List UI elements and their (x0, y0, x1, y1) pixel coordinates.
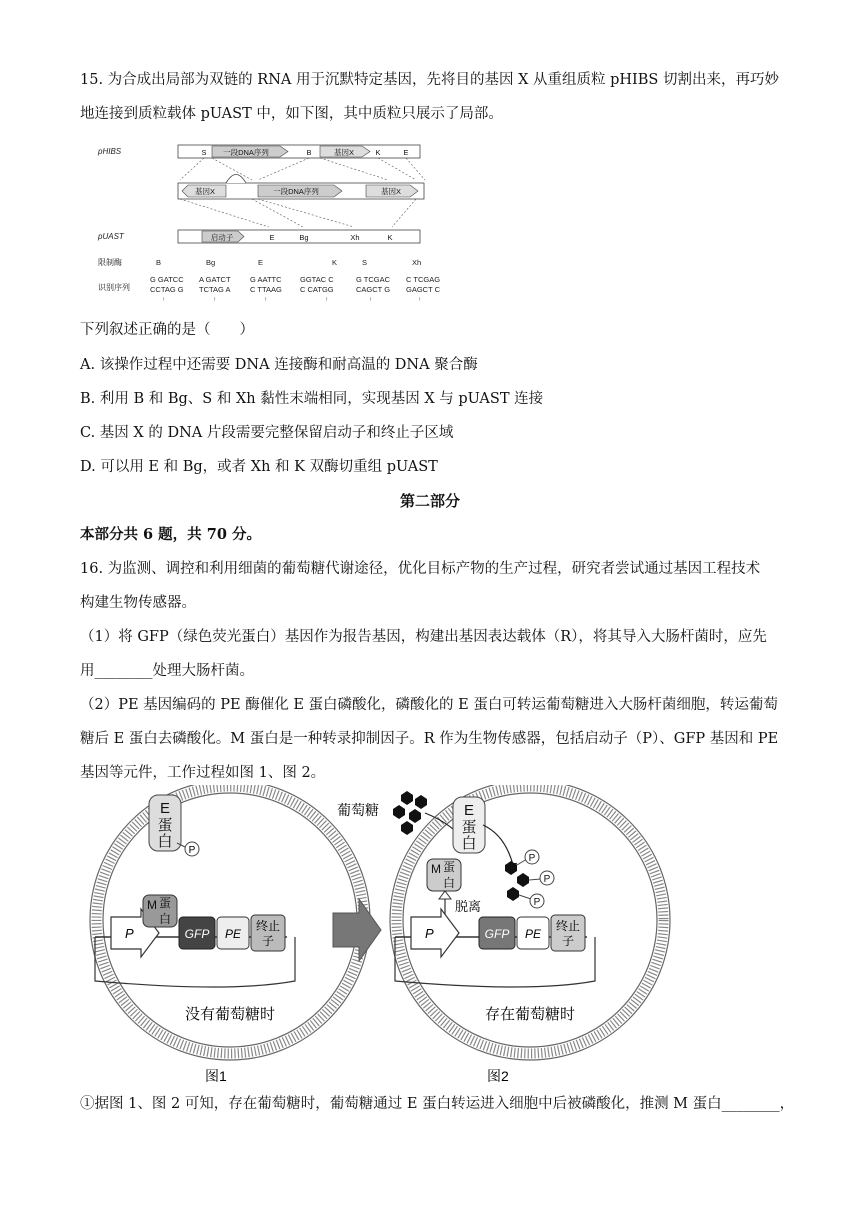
svg-text:K: K (332, 258, 338, 267)
q16-p2-line3: 基因等元件，工作过程如图 1、图 2。 (80, 765, 326, 781)
q16-figure (75, 785, 795, 1085)
svg-text:终止: 终止 (555, 919, 581, 933)
middle-construct (178, 175, 424, 200)
fig2-label: 图2 (487, 1068, 509, 1084)
enzyme-bg (199, 258, 231, 294)
q16-p1-line2: 用________处理大肠杆菌。 (80, 663, 254, 679)
phosphorylated-glucose (505, 861, 529, 901)
q15-option-c[interactable]: C. 基因 X 的 DNA 片段需要完整保留启动子和终止子区域 (80, 425, 454, 441)
phibs-k: K (375, 148, 381, 157)
svg-text:白: 白 (157, 833, 173, 850)
q16-sub1: ①据图 1、图 2 可知，存在葡萄糖时，葡萄糖通过 E 蛋白转运进入细胞中后被磷酸化，推测 M 蛋白________， (80, 1096, 795, 1112)
svg-text:Xh: Xh (412, 258, 422, 267)
q15-option-a[interactable]: A. 该操作过程中还需要 DNA 连接酶和耐高温的 DNA 聚合酶 (80, 357, 478, 373)
phibs-b: B (306, 148, 312, 157)
svg-text:Bg: Bg (206, 258, 216, 267)
svg-text:B: B (156, 258, 162, 267)
svg-text:终止: 终止 (255, 919, 281, 933)
svg-text:↑: ↑ (369, 297, 372, 303)
svg-text:M: M (431, 862, 441, 876)
svg-text:↑: ↑ (162, 297, 165, 303)
part2-subtitle: 本部分共 6 题，共 70 分。 (80, 526, 261, 543)
svg-text:蛋: 蛋 (443, 860, 456, 874)
label-enzyme: 限制酶 (98, 258, 122, 267)
q15-option-d[interactable]: D. 可以用 E 和 Bg，或者 Xh 和 K 双酶切重组 pUAST (80, 459, 438, 475)
puast-bg: Bg (299, 233, 309, 242)
svg-text:蛋: 蛋 (159, 896, 172, 910)
phibs-dna: 一段DNA序列 (223, 148, 269, 157)
svg-text:GAGCT C: GAGCT C (406, 285, 441, 294)
svg-text:A GATCT: A GATCT (199, 275, 231, 284)
label-seq: 识别序列 (98, 283, 130, 292)
q15-line1: 15. 为合成出局部为双链的 RNA 用于沉默特定基因，先将目的基因 X 从重组质粒 pHIBS 切割出来，再巧妙 (80, 72, 779, 88)
svg-text:蛋: 蛋 (157, 817, 173, 834)
svg-text:子: 子 (561, 934, 575, 948)
svg-text:C TTAAG: C TTAAG (250, 285, 282, 294)
fig2-phosphate-1: P (528, 853, 536, 864)
enzyme-s (356, 258, 391, 294)
svg-text:E: E (159, 800, 171, 817)
phibs-s: S (201, 148, 207, 157)
fig2-pe: PE (524, 927, 542, 941)
fig2-gfp: GFP (484, 927, 510, 941)
svg-text:TCTAG A: TCTAG A (199, 285, 231, 294)
label-phibs: pHIBS (98, 147, 122, 156)
figure2-cell (337, 785, 670, 1060)
enzyme-e (250, 258, 282, 294)
svg-text:白: 白 (443, 876, 456, 890)
glucose-cluster (393, 791, 427, 835)
svg-text:C CATGG: C CATGG (300, 285, 334, 294)
puast-k: K (387, 233, 393, 242)
fig1-p: P (125, 926, 134, 941)
fig1-gfp: GFP (184, 927, 210, 941)
svg-text:C TCGAG: C TCGAG (406, 275, 441, 284)
svg-text:↑: ↑ (325, 297, 328, 303)
q16-line2: 构建生物传感器。 (80, 595, 196, 611)
fig1-label: 图1 (205, 1068, 227, 1084)
q16-p1-line1: （1）将 GFP（绿色荧光蛋白）基因作为报告基因，构建出基因表达载体（R），将其导入大肠杆菌时，应先 (80, 629, 767, 645)
q15-figure (80, 138, 480, 308)
fig2-caption: 存在葡萄糖时 (484, 1006, 576, 1023)
enzyme-b (150, 258, 184, 294)
mid-dna: 一段DNA序列 (273, 187, 319, 196)
enzyme-k (300, 258, 337, 294)
mid-genex-1: 基因X (194, 187, 216, 196)
q16-line1: 16. 为监测、调控和利用细菌的葡萄糖代谢途径，优化目标产物的生产过程，研究者尝试通过基因工程技术 (80, 561, 761, 577)
phibs-bar (178, 145, 420, 158)
fig2-phosphate-3: P (533, 897, 541, 908)
fig1-phosphate: P (188, 845, 196, 856)
fig2-phosphate-2: P (543, 874, 551, 885)
figure1-cell (90, 785, 370, 1060)
svg-text:G GATCC: G GATCC (150, 275, 184, 284)
fig2-p: P (425, 926, 434, 941)
svg-text:子: 子 (261, 934, 275, 948)
fig2-glucose-label: 葡萄糖 (337, 802, 379, 818)
svg-text:G TCGAC: G TCGAC (356, 275, 391, 284)
svg-text:白: 白 (159, 912, 172, 926)
q15-line2: 地连接到质粒载体 pUAST 中，如下图，其中质粒只展示了局部。 (80, 106, 503, 122)
svg-text:↑: ↑ (264, 297, 267, 303)
q15-option-b[interactable]: B. 利用 B 和 Bg、S 和 Xh 黏性末端相同，实现基因 X 与 pUAST 连接 (80, 391, 544, 407)
svg-text:S: S (362, 258, 368, 267)
svg-text:E: E (258, 258, 264, 267)
svg-text:E: E (463, 802, 475, 819)
enzyme-xh (406, 258, 441, 294)
svg-text:白: 白 (461, 835, 477, 852)
svg-text:蛋: 蛋 (461, 819, 477, 836)
q16-p2-line2: 糖后 E 蛋白去磷酸化。M 蛋白是一种转录抑制因子。R 作为生物传感器，包括启动子（P）、GFP 基因和 PE (80, 731, 779, 747)
fig2-detach: 脱离 (455, 899, 482, 914)
svg-text:M: M (147, 898, 157, 912)
svg-text:CAGCT G: CAGCT G (356, 285, 391, 294)
puast-e: E (269, 233, 275, 242)
fig1-pe: PE (224, 927, 242, 941)
label-puast: pUAST (98, 232, 124, 241)
puast-xh: Xh (350, 233, 360, 242)
svg-text:G AATTC: G AATTC (250, 275, 282, 284)
phibs-genex: 基因X (333, 148, 355, 157)
puast-promoter: 启动子 (210, 233, 234, 242)
svg-text:↑: ↑ (213, 297, 216, 303)
phibs-e: E (403, 148, 409, 157)
svg-text:↑: ↑ (418, 297, 421, 303)
q15-prompt: 下列叙述正确的是（ ） (80, 322, 254, 338)
part2-title: 第二部分 (399, 492, 460, 510)
fig1-caption: 没有葡萄糖时 (184, 1006, 276, 1023)
svg-text:CCTAG G: CCTAG G (150, 285, 184, 294)
puast-bar (178, 230, 420, 243)
svg-text:GGTAC C: GGTAC C (300, 275, 334, 284)
enzyme-table (150, 258, 441, 303)
mid-genex-2: 基因X (380, 187, 402, 196)
q16-p2-line1: （2）PE 基因编码的 PE 酶催化 E 蛋白磷酸化，磷酸化的 E 蛋白可转运葡萄糖进入大肠杆菌细胞，转运葡萄 (80, 697, 778, 713)
